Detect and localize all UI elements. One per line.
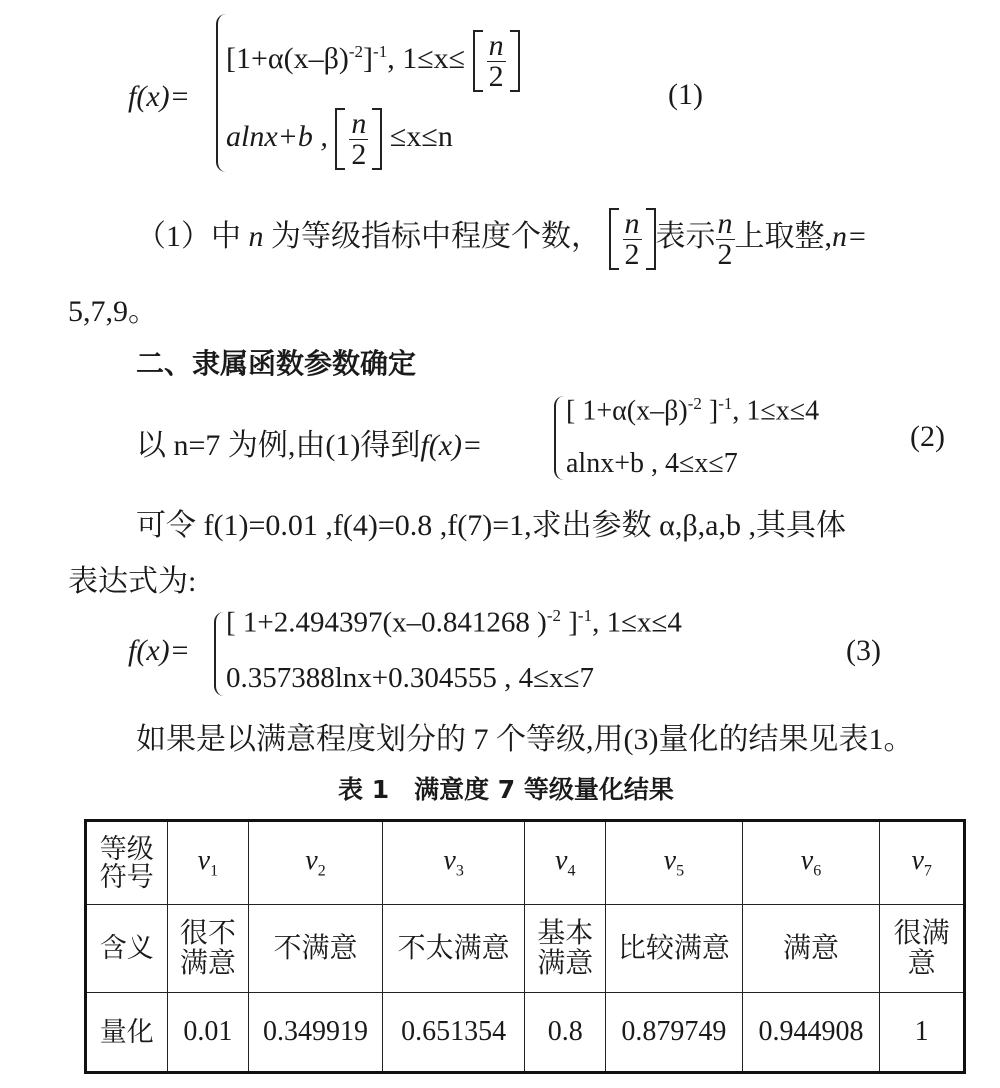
row-header-symbol: 等级符号 — [86, 821, 168, 905]
eq1-number: (1) — [668, 78, 703, 111]
value-cell: 0.651354 — [382, 993, 525, 1073]
value-cell: 0.879749 — [606, 993, 743, 1073]
symbol-cell: $v_7$ — [880, 821, 965, 905]
meaning-cell: 不满意 — [249, 905, 383, 993]
results-table — [84, 819, 966, 1074]
value-cell: 1 — [880, 993, 965, 1073]
meaning-cell: 不太满意 — [382, 905, 525, 993]
value-cell: 0.8 — [525, 993, 606, 1073]
table-caption: 表 1 满意度 7 等级量化结果 — [338, 775, 674, 804]
symbol-cell: $v_5$ — [606, 821, 743, 905]
meaning-cell: 满意 — [742, 905, 880, 993]
paragraph-4: 如果是以满意程度划分的 7 个等级,用(3)量化的结果见表1。 — [136, 723, 914, 756]
eq2-number: (2) — [910, 420, 945, 453]
row-header-meaning: 含义 — [86, 905, 168, 993]
eq2-intro: 以 n=7 为例,由(1)得到f(x)= — [136, 429, 483, 462]
eq1-lhs: f(x)= — [128, 80, 190, 113]
meaning-cell: 很不满意 — [167, 905, 249, 993]
eq2-case2: alnx+b , 4≤x≤7 — [566, 448, 738, 479]
eq3-number: (3) — [846, 634, 881, 667]
meaning-cell: 比较满意 — [606, 905, 743, 993]
value-cell: 0.944908 — [742, 993, 880, 1073]
section-heading: 二、隶属函数参数确定 — [136, 347, 417, 380]
meaning-cell: 很满意 — [880, 905, 965, 993]
meaning-cell: 基本满意 — [525, 905, 606, 993]
eq3-case1: [ 1+2.494397(x–0.841268 )$^{-2}$ ]$^{-1}$, 1≤x≤4 — [226, 606, 682, 639]
symbol-cell: $v_4$ — [525, 821, 606, 905]
symbol-cell: $v_6$ — [742, 821, 880, 905]
eq2-case1: [ $1+\alpha(x-\beta)^{-2}$ ]$^{-1}$, 1≤x≤4 — [566, 394, 820, 427]
table-row-meanings — [86, 905, 965, 993]
paragraph-1-line2: 5,7,9。 — [68, 295, 158, 328]
symbol-cell: $v_2$ — [249, 821, 383, 905]
value-cell: 0.01 — [167, 993, 249, 1073]
symbol-cell: $v_3$ — [382, 821, 525, 905]
symbol-cell: $v_1$ — [167, 821, 249, 905]
eq1-case1: $[1+\alpha(x-\beta)^{-2}]^{-1}$, 1≤x≤ $\frac{n}{2}$ — [226, 30, 520, 92]
paragraph-3-line1: 可令 f(1)=0.01 ,f(4)=0.8 ,f(7)=1,求出参数 α,β,a,b ,其具体 — [136, 509, 846, 542]
paragraph-1-line1: （1）中 n 为等级指标中程度个数， $\frac{n}{2}$ 表示 $\frac{n}{2}$ 上取整,n= — [136, 206, 868, 271]
paragraph-3-line2: 表达式为: — [68, 565, 197, 598]
row-header-value: 量化 — [86, 993, 168, 1073]
eq3-lhs: f(x)= — [128, 634, 190, 667]
table-row-values — [86, 993, 965, 1073]
value-cell: 0.349919 — [249, 993, 383, 1073]
eq3-case2: 0.357388lnx+0.304555 , 4≤x≤7 — [226, 662, 594, 694]
table-row-symbols — [86, 821, 965, 905]
eq1-case2: alnx+b , $\frac{n}{2}$ ≤x≤n — [226, 106, 453, 171]
